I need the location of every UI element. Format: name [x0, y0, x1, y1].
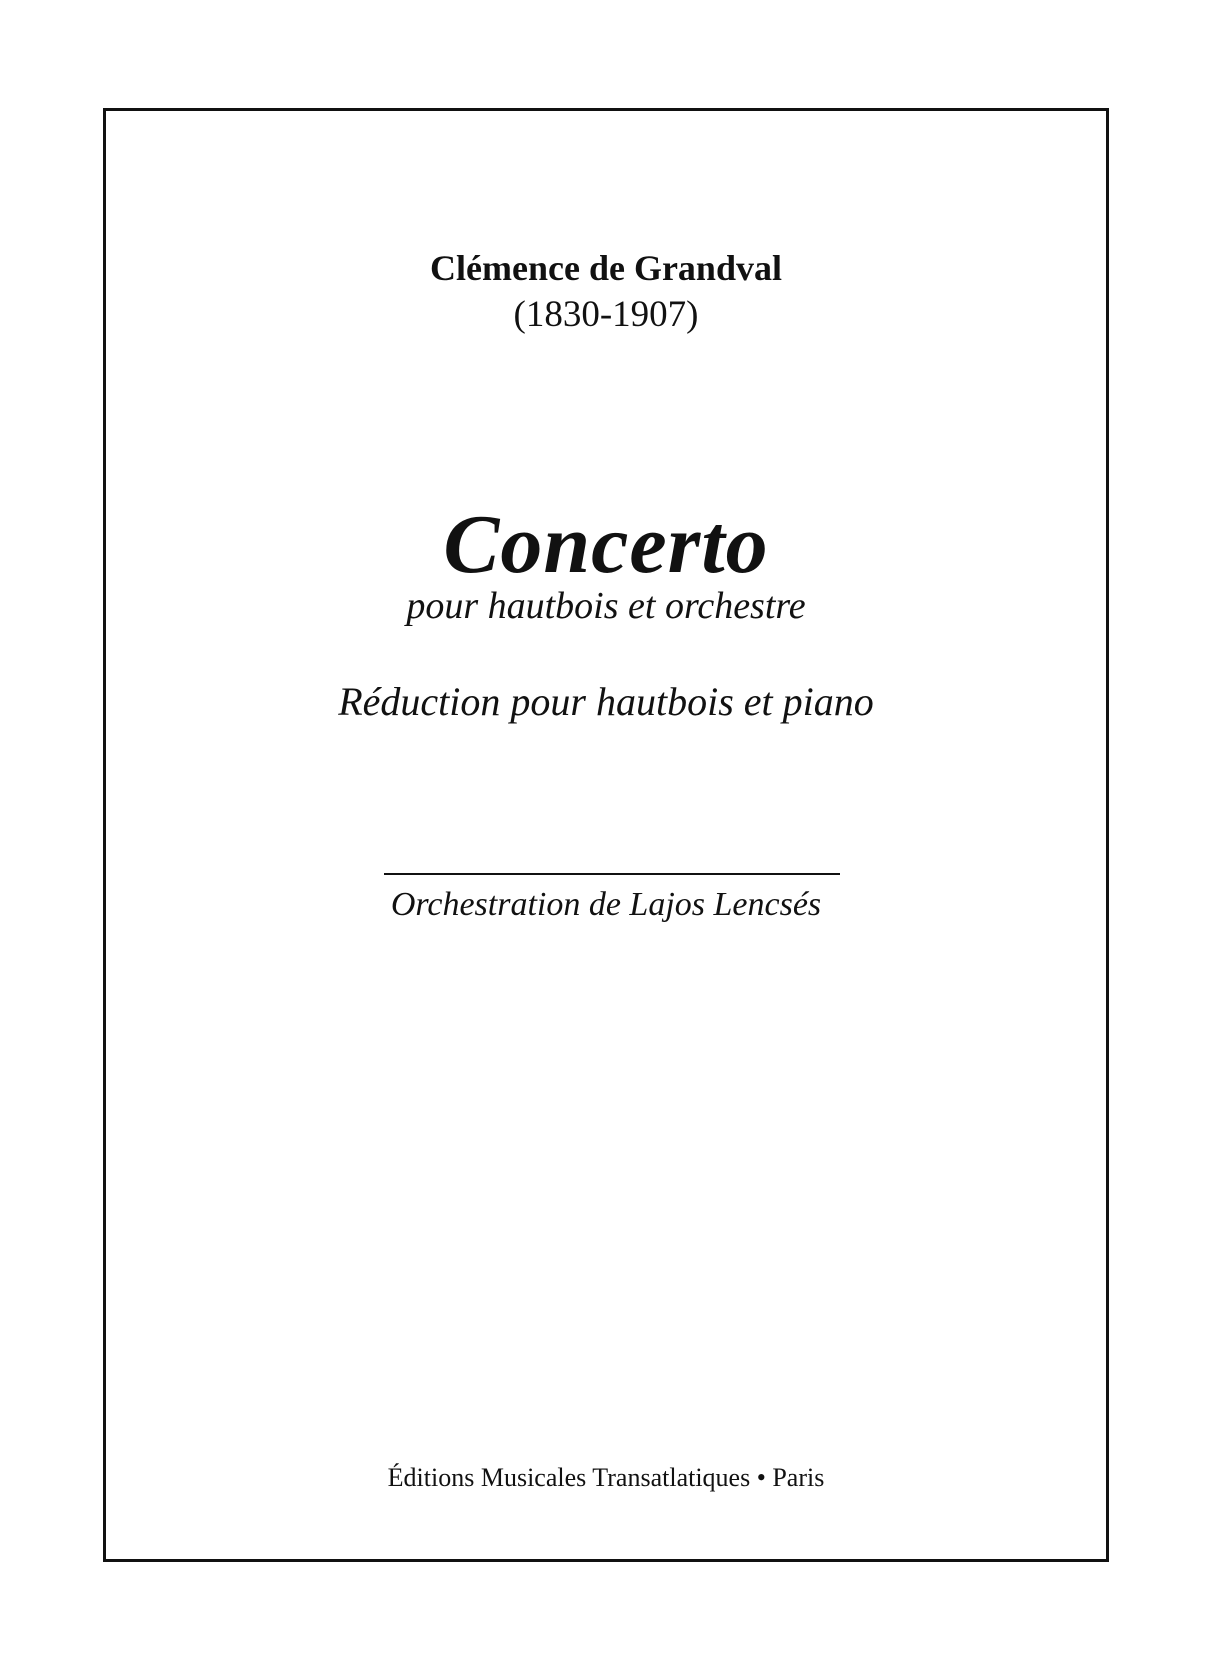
work-subtitle: pour hautbois et orchestre — [406, 585, 806, 627]
composer-dates: (1830-1907) — [513, 294, 699, 335]
divider-rule — [384, 873, 840, 875]
work-title: Concerto — [443, 498, 769, 591]
composer-name: Clémence de Grandval — [430, 248, 782, 288]
publisher-line: Éditions Musicales Transatlatiques • Paris — [387, 1463, 825, 1492]
reduction-note: Réduction pour hautbois et piano — [338, 679, 874, 724]
cover-frame — [103, 108, 1109, 1562]
orchestration-credit: Orchestration de Lajos Lencsés — [390, 886, 822, 923]
